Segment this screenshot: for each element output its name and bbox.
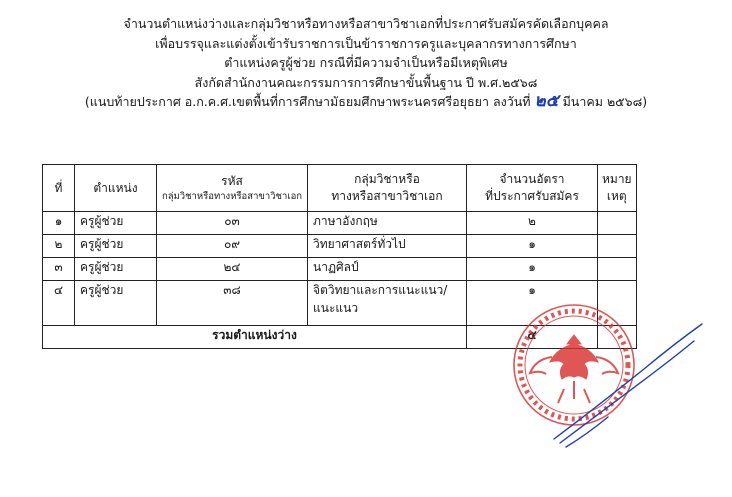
official-seal-and-signature [494,297,704,467]
announcement-month-year: มีนาคม ๒๕๖๘) [562,94,648,109]
header-line-4: สังกัดสำนักงานคณะกรรมการการศึกษาขั้นพื้นฐาน ปี พ.ศ.๒๕๖๘ [194,74,538,90]
announcement-ref: (แนบท้ายประกาศ อ.ก.ค.ศ.เขตพื้นที่การศึกษามัธยมศึกษาพระนครศรีอยุธยา ลงวันที่ [84,94,531,109]
row-note [598,235,637,258]
row-code: ๓๘ [157,281,308,326]
header-line-1: จำนวนตำแหน่งว่างและกลุ่มวิชาหรือทางหรือสาขาวิชาเอกที่ประกาศรับสมัครคัดเลือกบุคคล [123,16,609,31]
header-group-line2: ทางหรือสาขาวิชาเอก [331,189,443,203]
total-label: รวมตำแหน่งว่าง [43,326,467,349]
row-count: ๑ [467,235,598,258]
row-code: ๐๓ [157,212,308,235]
header-code [157,165,308,212]
row-no: ๔ [43,281,75,326]
header-count-line1: จำนวนอัตรา [499,172,565,186]
header-code-sub: กลุ่มวิชาหรือทางหรือสาขาวิชาเอก [161,190,303,202]
row-no: ๒ [43,235,75,258]
header-count-line2: ที่ประกาศรับสมัคร [485,189,579,203]
seal-stamp-icon [514,305,634,425]
header-code-label: รหัส [221,173,243,188]
row-note [598,212,637,235]
row-group: นาฏศิลป์ [308,258,467,281]
header-group [308,165,467,212]
header-note-line2: เหตุ [606,189,627,203]
row-code: ๒๔ [157,258,308,281]
row-position: ครูผู้ช่วย [75,281,157,326]
header-note-line1: หมาย [602,172,632,186]
row-group: ภาษาอังกฤษ [308,212,467,235]
handwritten-day: ๒๕ [534,91,559,111]
table-row [43,258,637,281]
header-group-line1: กลุ่มวิชาหรือ [354,172,420,186]
header-line-5 [0,92,732,112]
row-count: ๒ [467,212,598,235]
header-line-3: ตำแหน่งครูผู้ช่วย กรณีที่มีความจำเป็นหรือมีเหตุพิเศษ [224,55,508,70]
row-count: ๑ [467,258,598,281]
table-header-row [43,165,637,212]
header-count [467,165,598,212]
row-note [598,258,637,281]
header-line-2: เพื่อบรรจุและแต่งตั้งเข้ารับราชการเป็นข้าราชการครูและบุคลากรทางการศึกษา [155,35,577,51]
header-no: ที่ [43,165,75,212]
row-group [308,281,467,326]
total-value: ๕ [467,326,598,349]
header-note [598,165,637,212]
table-row [43,235,637,258]
document-header [0,14,732,112]
row-group-line1: จิตวิทยาและการแนะแนว/ [313,283,448,297]
row-position: ครูผู้ช่วย [75,235,157,258]
row-code: ๐๙ [157,235,308,258]
row-group-line2: แนะแนว [313,301,359,315]
row-no: ๓ [43,258,75,281]
header-position: ตำแหน่ง [75,165,157,212]
table-row [43,212,637,235]
row-position: ครูผู้ช่วย [75,258,157,281]
row-group: วิทยาศาสตร์ทั่วไป [308,235,467,258]
row-count: ๑ [467,281,598,326]
row-no: ๑ [43,212,75,235]
row-position: ครูผู้ช่วย [75,212,157,235]
